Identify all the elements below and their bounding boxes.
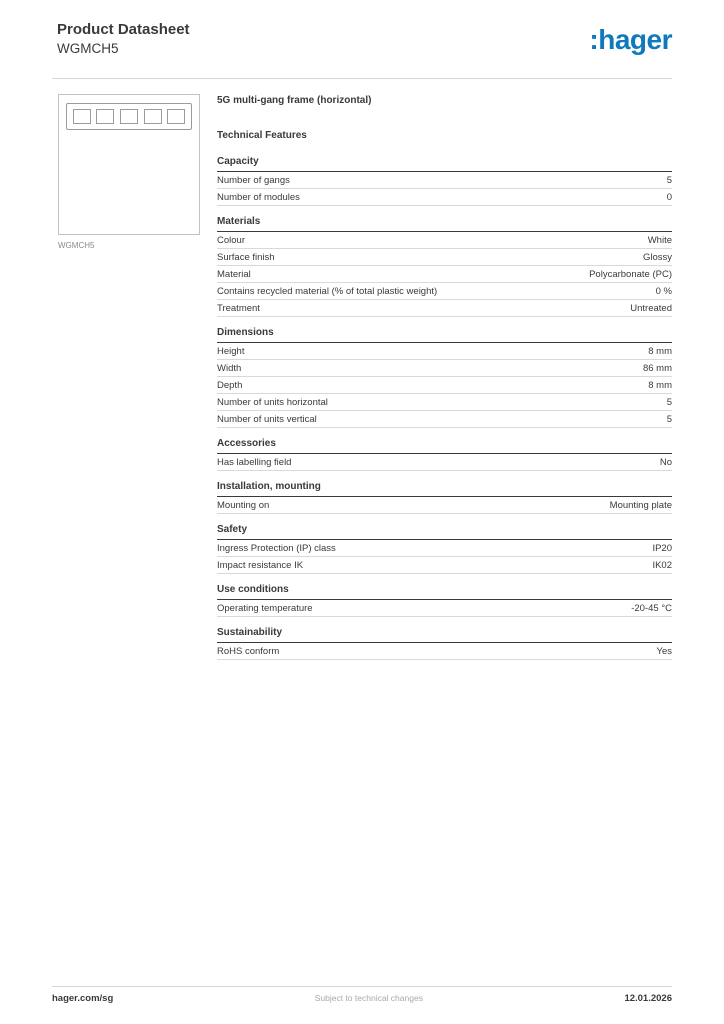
spec-label: Number of modules (217, 192, 300, 203)
spec-value: Glossy (642, 252, 672, 263)
spec-row (217, 360, 672, 377)
spec-row (217, 300, 672, 317)
image-caption: WGMCH5 (58, 241, 95, 250)
spec-value: 0 (666, 192, 672, 203)
spec-value: 5 (666, 175, 672, 186)
spec-row (217, 249, 672, 266)
spec-label: RoHS conform (217, 646, 280, 657)
spec-label: Ingress Protection (IP) class (217, 543, 336, 554)
section-title: Capacity (217, 156, 672, 172)
footer-divider (52, 986, 672, 987)
spec-label: Has labelling field (217, 457, 292, 468)
spec-section (217, 216, 672, 317)
product-name: 5G multi-gang frame (horizontal) (217, 95, 372, 106)
spec-row (217, 557, 672, 574)
spec-value: 8 mm (648, 346, 672, 357)
section-title: Sustainability (217, 627, 672, 643)
spec-row (217, 232, 672, 249)
spec-label: Contains recycled material (% of total plastic weight) (217, 286, 438, 297)
spec-value: 86 mm (642, 363, 672, 374)
spec-label: Number of units horizontal (217, 397, 328, 408)
spec-section (217, 327, 672, 428)
section-title: Dimensions (217, 327, 672, 343)
gang-window-5 (167, 109, 185, 124)
page-title: Product Datasheet (57, 21, 190, 38)
spec-section (217, 627, 672, 660)
spec-label: Mounting on (217, 500, 270, 511)
footer-row (52, 993, 672, 1004)
spec-row (217, 172, 672, 189)
gang-window-2 (96, 109, 114, 124)
footer (52, 986, 672, 1004)
spec-value: No (659, 457, 672, 468)
spec-label: Material (217, 269, 251, 280)
spec-section (217, 156, 672, 206)
footer-disclaimer: Subject to technical changes (314, 993, 423, 1003)
spec-label: Treatment (217, 303, 260, 314)
spec-row (217, 497, 672, 514)
product-reference: WGMCH5 (57, 41, 119, 57)
spec-label: Surface finish (217, 252, 275, 263)
spec-label: Number of units vertical (217, 414, 317, 425)
spec-row (217, 411, 672, 428)
spec-row (217, 454, 672, 471)
spec-value: IP20 (652, 543, 672, 554)
spec-label: Impact resistance IK (217, 560, 304, 571)
section-title: Materials (217, 216, 672, 232)
spec-row (217, 189, 672, 206)
spec-row (217, 540, 672, 557)
section-title: Accessories (217, 438, 672, 454)
spec-value: 5 (666, 414, 672, 425)
spec-label: Colour (217, 235, 245, 246)
spec-value: -20-45 °C (631, 603, 672, 614)
spec-value: 5 (666, 397, 672, 408)
spec-label: Operating temperature (217, 603, 313, 614)
gang-window-3 (120, 109, 138, 124)
spec-column (217, 95, 672, 670)
spec-row (217, 283, 672, 300)
product-image (58, 94, 200, 235)
spec-section (217, 438, 672, 471)
spec-label: Number of gangs (217, 175, 290, 186)
spec-section (217, 481, 672, 514)
spec-label: Depth (217, 380, 243, 391)
spec-row (217, 600, 672, 617)
spec-row (217, 394, 672, 411)
spec-sections (217, 156, 672, 660)
frame-drawing (66, 103, 192, 130)
header-titles (57, 20, 190, 59)
footer-website-link[interactable]: hager.com/sg (52, 993, 114, 1004)
footer-date: 12.01.2026 (624, 993, 672, 1004)
header-divider (52, 78, 672, 79)
spec-value: White (647, 235, 672, 246)
header (57, 20, 672, 59)
spec-label: Width (217, 363, 242, 374)
section-title: Use conditions (217, 584, 672, 600)
section-title: Safety (217, 524, 672, 540)
spec-value: 0 % (655, 286, 672, 297)
spec-value: 8 mm (648, 380, 672, 391)
product-image-column (58, 94, 200, 250)
spec-value: IK02 (652, 560, 672, 571)
spec-row (217, 266, 672, 283)
spec-row (217, 377, 672, 394)
spec-row (217, 343, 672, 360)
spec-label: Height (217, 346, 245, 357)
section-title: Installation, mounting (217, 481, 672, 497)
spec-value: Untreated (630, 303, 672, 314)
gang-window-4 (144, 109, 162, 124)
spec-value: Polycarbonate (PC) (589, 269, 672, 280)
spec-value: Mounting plate (609, 500, 672, 511)
spec-section (217, 524, 672, 574)
hager-logo: :hager (589, 24, 672, 55)
spec-value: Yes (656, 646, 672, 657)
spec-row (217, 643, 672, 660)
technical-features-title: Technical Features (217, 130, 307, 141)
gang-window-1 (73, 109, 91, 124)
spec-section (217, 584, 672, 617)
